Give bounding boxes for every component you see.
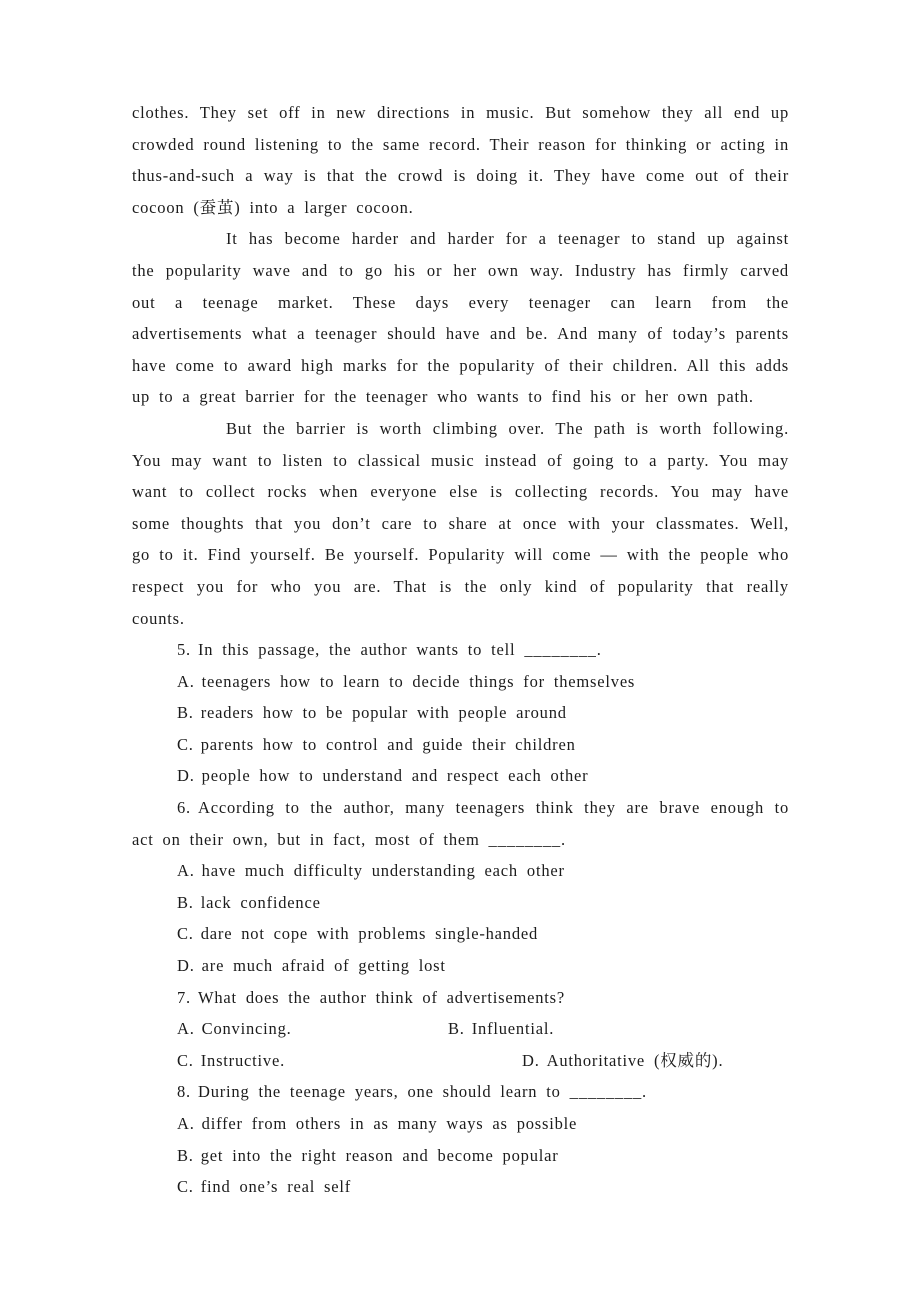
option-label: B. xyxy=(448,1019,465,1039)
passage-paragraph-1: clothes. They set off in new directions in music. But somehow they all end up crowded round listening to the same record. Their reason for thinking or acting in thus-and-such a way is that the crowd is doing it. They have come out of their cocoon (蚕茧) into a larger cocoon. xyxy=(132,103,789,217)
option-label: B. xyxy=(177,892,194,912)
question-8-option-b xyxy=(132,1140,789,1172)
option-label: A. xyxy=(177,861,195,881)
passage-paragraph-2: It has become harder and harder for a teenager to stand up against the popularity wave and to go his or her own way. Industry has firmly carved out a teenage market. These days every teenager can learn from the advertisements what a teenager should have and be. And many of today’s parents have come to award high marks for the popularity of their children. All this adds up to a great barrier for the teenager who wants to find his or her own path. xyxy=(132,229,789,407)
option-text: Influential. xyxy=(471,1019,555,1039)
question-5-option-d xyxy=(132,760,789,792)
option-text: teenagers how to learn to decide things for themselves xyxy=(201,671,636,691)
option-text: differ from others in as many ways as possible xyxy=(201,1114,578,1133)
question-6-text: According to the author, many teenagers think they are brave enough to act on their own, but in fact, most of them ________. xyxy=(132,798,789,849)
question-5-option-c xyxy=(132,729,789,761)
option-text: readers how to be popular with people around xyxy=(200,703,567,723)
option-text: get into the right reason and become popular xyxy=(200,1145,559,1165)
passage-paragraph-3: But the barrier is worth climbing over. The path is worth following. You may want to listen to classical music instead of going to a party. You may want to collect rocks when everyone else is collecting records. You may have some thoughts that you don’t care to share at once with your classmates. Well, go to it. Find yourself. Be yourself. Popularity will come — with the people who respect you for who you are. That is the only kind of popularity that really counts. xyxy=(132,418,789,628)
question-6-option-b xyxy=(132,887,789,919)
question-5-stem xyxy=(132,634,789,666)
option-label: A. xyxy=(177,1019,195,1039)
question-7-options-row-1 xyxy=(132,1013,789,1045)
option-label: B. xyxy=(177,1145,194,1165)
question-8-number: 8. xyxy=(177,1082,191,1102)
question-5-option-a xyxy=(132,666,789,698)
option-label: C. xyxy=(177,1177,194,1197)
question-8-option-a xyxy=(132,1108,789,1140)
option-label: C. xyxy=(177,1050,194,1070)
question-7-text: What does the author think of advertisements? xyxy=(197,987,565,1007)
option-label: D. xyxy=(177,766,195,786)
question-8-text: During the teenage years, one should learn to ________. xyxy=(197,1082,647,1102)
option-label: C. xyxy=(177,734,194,754)
question-5-number: 5. xyxy=(177,640,191,660)
question-7-options-row-2 xyxy=(132,1045,789,1077)
question-6-stem xyxy=(132,792,789,855)
option-label: B. xyxy=(177,703,194,723)
option-text: parents how to control and guide their children xyxy=(200,734,576,754)
question-6-option-d xyxy=(132,950,789,982)
question-7-option-d xyxy=(522,1045,723,1077)
option-label: C. xyxy=(177,924,194,944)
option-text: find one’s real self xyxy=(200,1177,352,1197)
option-text: people how to understand and respect each other xyxy=(201,766,589,786)
option-text: Authoritative (权威的). xyxy=(546,1050,724,1070)
option-text: Instructive. xyxy=(200,1050,286,1070)
option-label: A. xyxy=(177,671,195,691)
question-7-number: 7. xyxy=(177,987,191,1007)
question-7-stem xyxy=(132,982,789,1014)
option-label: D. xyxy=(522,1050,540,1070)
question-7-option-a xyxy=(177,1013,448,1045)
question-5-text: In this passage, the author wants to tell ________. xyxy=(197,640,602,660)
option-label: D. xyxy=(177,956,195,976)
question-5-option-b xyxy=(132,697,789,729)
option-text: dare not cope with problems single-handed xyxy=(200,924,539,944)
option-label: A. xyxy=(177,1114,195,1133)
question-8-option-c xyxy=(132,1171,789,1203)
option-text: Convincing. xyxy=(201,1019,292,1039)
question-8-stem xyxy=(132,1076,789,1108)
option-text: lack confidence xyxy=(200,892,321,912)
question-6-option-a xyxy=(132,855,789,887)
question-6-option-c xyxy=(132,918,789,950)
option-text: have much difficulty understanding each other xyxy=(201,861,565,881)
option-text: are much afraid of getting lost xyxy=(201,956,446,976)
question-7-option-c xyxy=(177,1045,522,1077)
question-6-number: 6. xyxy=(177,798,191,818)
question-7-option-b xyxy=(448,1013,554,1045)
